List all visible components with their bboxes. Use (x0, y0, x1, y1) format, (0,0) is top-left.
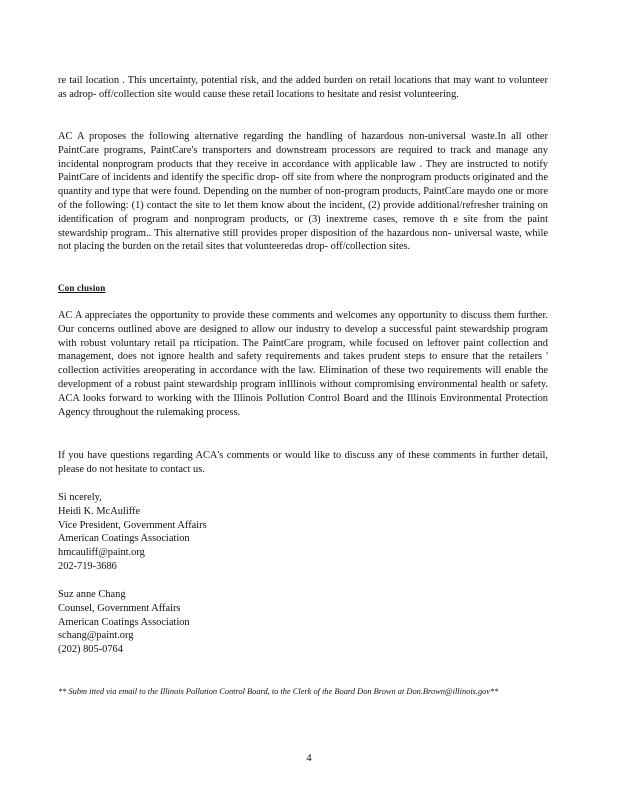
signer-email: hmcauliff@paint.org (58, 547, 145, 559)
signature-block-mcauliffe (58, 491, 207, 574)
section-heading-conclusion: Con clusion (58, 283, 106, 293)
paragraph-contact: If you have questions regarding ACA's comments or would like to discuss any of these comments in further detail, please do not hesitate to contact us. (58, 450, 548, 475)
submission-footnote: ** Subm itted via email to the Illinois Pollution Control Board, to the Clerk of the Board Don Brown at Don.Brown@illinois.gov** (58, 687, 499, 696)
paragraph-retail-uncertainty: re tail location . This uncertainty, potential risk, and the added burden on retail locations that may want to volunteer as adrop- off/collection site would cause these retail locations to hesitate and resist volunteering. (58, 75, 548, 100)
signer-organization: American Coatings Association (58, 533, 190, 545)
page-number: 4 (306, 753, 312, 764)
signer-phone: (202) 805-0764 (58, 644, 123, 656)
paragraph-conclusion: AC A appreciates the opportunity to provide these comments and welcomes any opportunity to discuss them further. Our concerns outlined above are designed to allow our industry to develop a successful paint stewardship program with robust voluntary retail pa rticipation. The PaintCare program, while focused on leftover paint collection and management, does not ignore health and safety requirements and takes prudent steps to ensure that the retailers ' collection activities areoperating in accordance with the law. Elimination of these two requirements will enable the development of a robust paint stewardship program inIllinois without compromising environmental health or safety. ACA looks forward to working with the Illinois Pollution Control Board and the Illinois Environmental Protection Agency throughout the rulemaking process. (58, 310, 548, 418)
closing-salutation: Si ncerely, (58, 492, 102, 503)
signer-phone: 202-719-3686 (58, 560, 117, 572)
signer-title: Vice President, Government Affairs (58, 519, 207, 531)
paragraph-alternative-proposal: AC A proposes the following alternative regarding the handling of hazardous non-universal waste.In all other PaintCare programs, PaintCare's transporters and downstream processors are required to track and manage any incidental nonprogram products that they receive in accordance with applicable law . They are instructed to notify PaintCare of incidents and identify the specific drop- off site from where the nonprogram products originated and the quantity and type that were found. Depending on the number of non-program products, PaintCare maydo one or more of the following: (1) contact the site to let them know about the incident, (2) provide additional/refresher training on identification of program and nonprogram products, or (3) inextreme cases, remove th e site from the paint stewardship program.. This alternative still provides proper disposition of the hazardous non- universal waste, while not placing the burden on the retail sites that volunteeredas drop- off/collection sites. (58, 131, 548, 253)
signer-organization: American Coatings Association (58, 616, 190, 628)
signature-block-chang (58, 588, 190, 657)
signer-name: Suz anne Chang (58, 589, 126, 600)
signer-email: schang@paint.org (58, 630, 134, 642)
signer-title: Counsel, Government Affairs (58, 602, 181, 614)
signer-name: Heidi K. McAuliffe (58, 505, 141, 517)
